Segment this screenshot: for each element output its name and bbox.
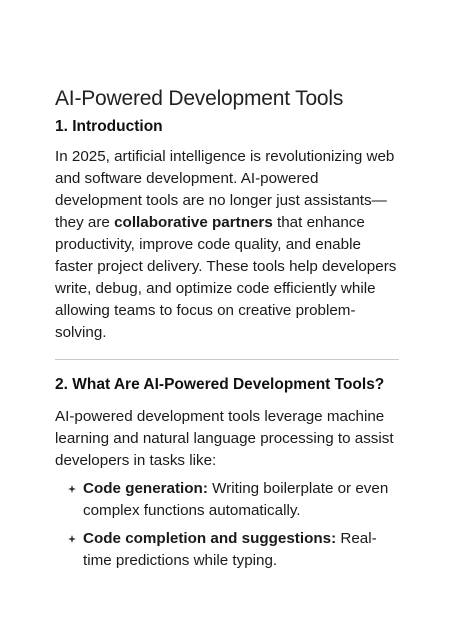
list-item bbox=[68, 478, 399, 522]
intro-text-end: that enhance productivity, improve code quality, and enable faster project delivery. These tools help developers write, debug, and optimize code efficiently while allowing teams to focus on creative problem-solving. bbox=[55, 214, 397, 341]
intro-text-start: In 2025, artificial intelligence is revolutionizing web and software development. AI-powered development tools are no longer just assistants—they are bbox=[55, 148, 395, 231]
section-heading-what-are-tools: 2. What Are AI-Powered Development Tools? bbox=[55, 376, 385, 393]
document-title: AI-Powered Development Tools bbox=[55, 87, 344, 110]
task-list bbox=[55, 478, 399, 572]
diamond-bullet-icon bbox=[68, 535, 76, 543]
intro-bold-phrase: collaborative partners bbox=[114, 214, 273, 231]
what-are-tools-paragraph: AI-powered development tools leverage machine learning and natural language processing to assist developers in tasks like: bbox=[55, 408, 394, 469]
list-item-term: Code completion and suggestions: bbox=[83, 530, 337, 547]
list-item-term: Code generation: bbox=[83, 480, 208, 497]
diamond-bullet-icon bbox=[68, 485, 76, 493]
list-item-text: Real-time predictions while typing. bbox=[83, 530, 377, 569]
section-divider bbox=[55, 359, 399, 360]
list-item-text: Writing boilerplate or even complex functions automatically. bbox=[83, 480, 389, 519]
section-heading-introduction: 1. Introduction bbox=[55, 118, 163, 135]
introduction-paragraph bbox=[55, 146, 399, 344]
list-item bbox=[68, 528, 399, 572]
